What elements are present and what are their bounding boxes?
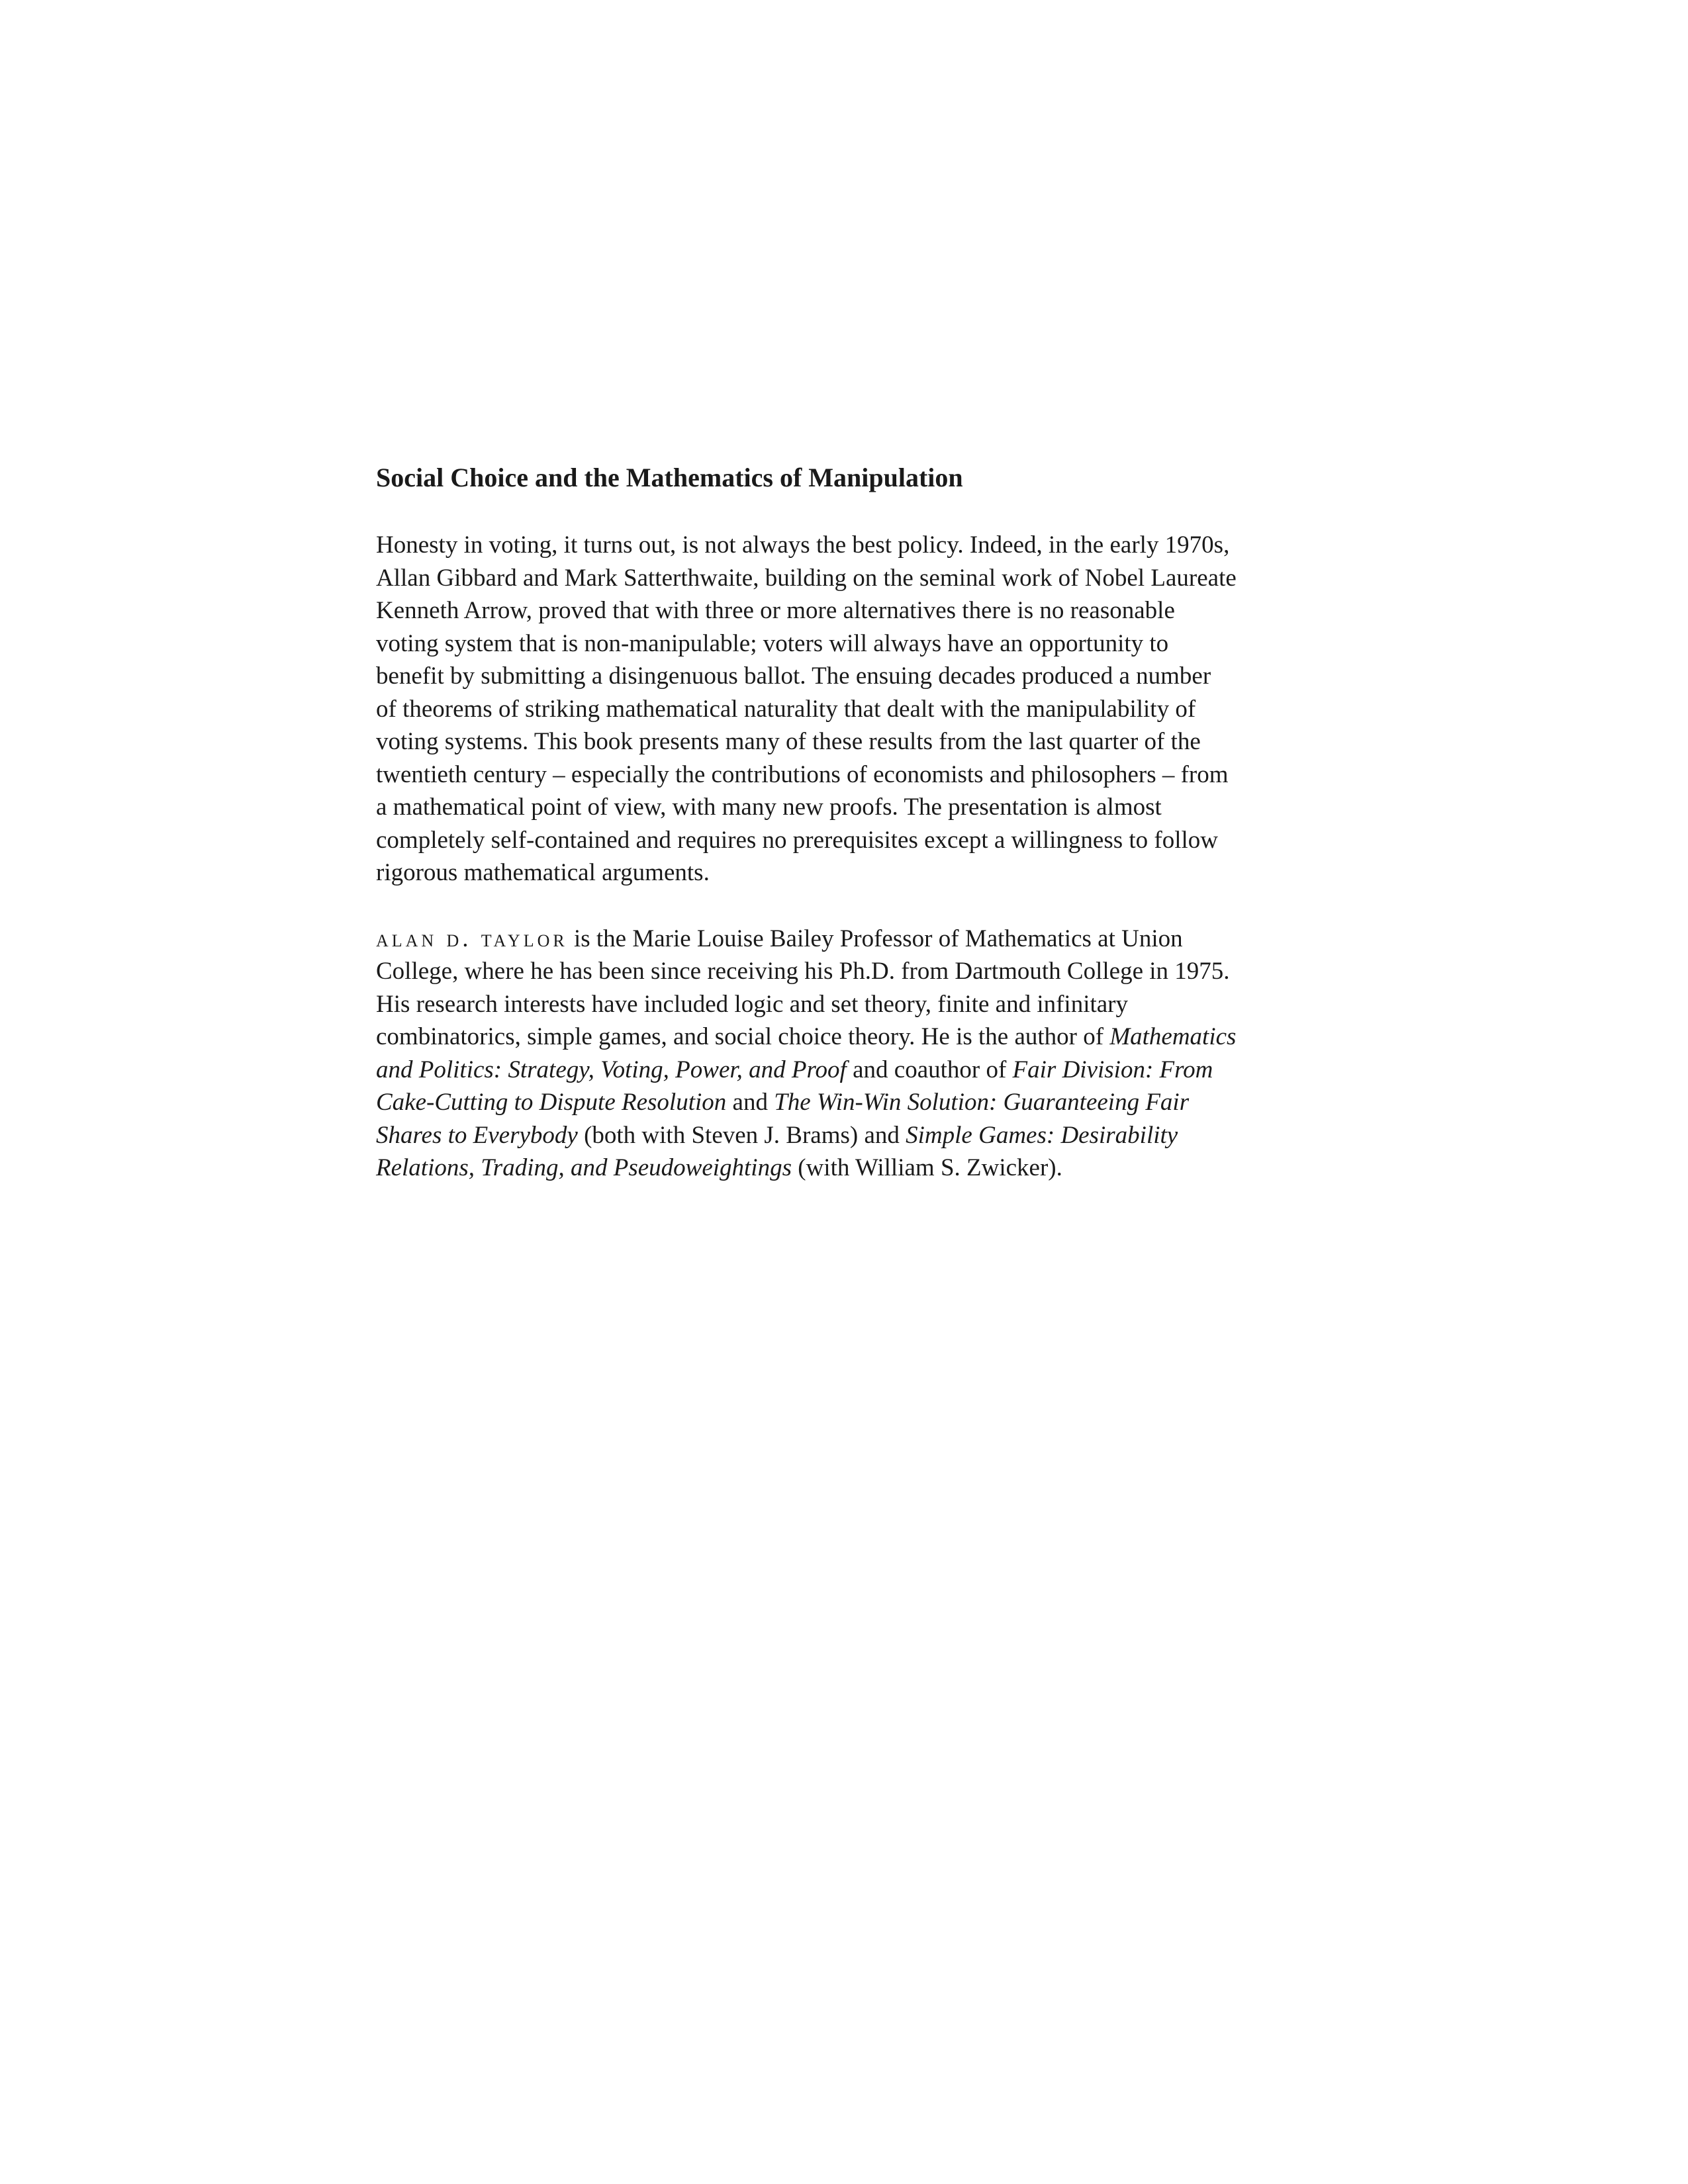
text-block [376, 461, 1237, 1185]
book-title-fair-division: Fair Division: From Cake-Cutting to Dispute Resolution [376, 1056, 1213, 1116]
bio-text-5: (with William S. Zwicker). [792, 1154, 1062, 1181]
author-name: alan d. taylor [376, 925, 568, 952]
bio-text-3: and [726, 1089, 774, 1116]
bio-text-4: (both with Steven J. Brams) and [577, 1121, 906, 1149]
book-title: Social Choice and the Mathematics of Manipulation [376, 463, 963, 492]
bio-text-1: is the Marie Louise Bailey Professor of Mathematics at Union College, where he has been since receiving his Ph.D. from Dartmouth College in 1975. His research interests have included logic and set theory, finite and infinitary combinatorics, simple games, and social choice theory. He is the author of [376, 925, 1230, 1050]
book-title-win-win-solution: The Win-Win Solution: Guaranteeing Fair Shares to Everybody [376, 1089, 1190, 1149]
book-blurb: Honesty in voting, it turns out, is not always the best policy. Indeed, in the early 1970s, Allan Gibbard and Mark Satterthwaite, building on the seminal work of Nobel Laureate Kenneth Arrow, proved that with three or more alternatives there is no reasonable voting system that is non-manipulable; voters will always have an opportunity to benefit by submitting a disingenuous ballot. The ensuing decades produced a number of theorems of striking mathematical naturality that dealt with the manipulability of voting systems. This book presents many of these results from the last quarter of the twentieth century – especially the contributions of economists and philosophers – from a mathematical point of view, with many new proofs. The presentation is almost completely self-contained and requires no prerequisites except a willingness to follow rigorous mathematical arguments. [376, 531, 1237, 886]
book-title-mathematics-and-politics: Mathematics and Politics: Strategy, Voting, Power, and Proof [376, 1023, 1237, 1083]
book-title-simple-games: Simple Games: Desirability Relations, Trading, and Pseudoweightings [376, 1121, 1178, 1181]
bio-text-2: and coauthor of [846, 1056, 1013, 1083]
author-bio [376, 923, 1237, 1185]
